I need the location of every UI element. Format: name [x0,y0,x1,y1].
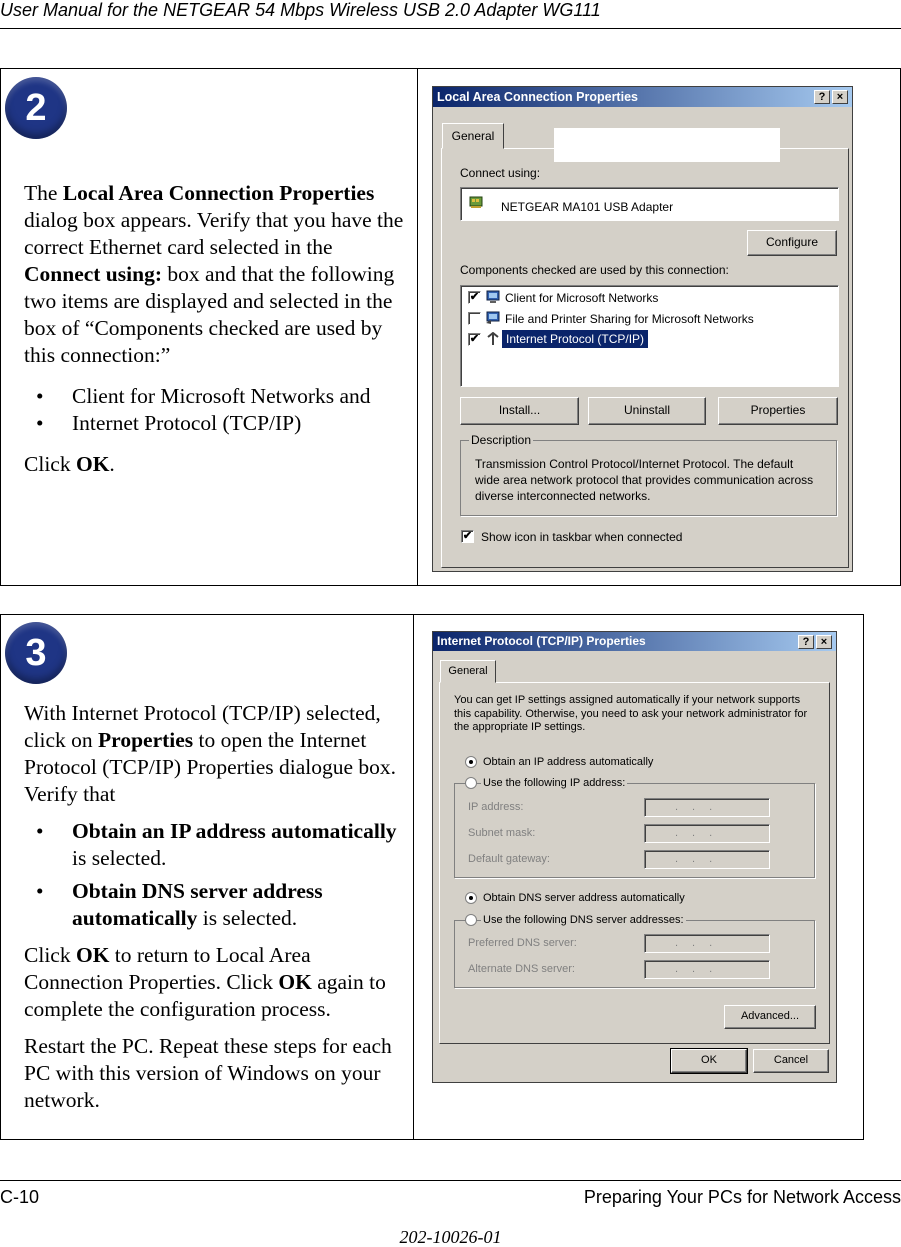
client-network-icon [485,290,501,304]
lac-title-bar: Local Area Connection Properties [433,87,852,107]
obtain-dns-label: Obtain DNS server address automatically [483,892,685,904]
show-icon-checkbox[interactable]: ✔ [462,530,473,542]
alternate-dns-label: Alternate DNS server: [468,963,575,975]
step2-bullet-2: • Internet Protocol (TCP/IP) [36,411,302,435]
obtain-ip-radio[interactable] [465,756,477,768]
component-checkbox[interactable]: ✔ [469,333,480,345]
configure-button[interactable]: Configure [747,230,837,256]
use-dns-radio[interactable] [465,914,477,926]
advanced-button[interactable]: Advanced... [724,1005,816,1029]
ip-address-label: IP address: [468,801,524,813]
adapter-name: NETGEAR MA101 USB Adapter [501,200,674,214]
preferred-dns-field[interactable]: ... [644,934,770,953]
components-label: Components checked are used by this connection: [460,263,729,277]
install-button[interactable]: Install... [460,397,579,425]
obtain-dns-radio[interactable] [465,892,477,904]
ok-button[interactable]: OK [671,1049,747,1073]
tab-general[interactable]: General [442,123,504,149]
step2-text [24,180,412,478]
section-title: Preparing Your PCs for Network Access [583,1187,901,1207]
help-button[interactable]: ? [814,90,830,104]
step2-paragraph: The Local Area Connection Properties dialog box appears. Verify that you have the correct Ethernet card selected in the Connect using: box and that the following two items are displayed and selected in the box of “Components checked are used by this connection:” [24,181,404,367]
network-card-icon [469,195,485,209]
tcpip-intro: You can get IP settings assigned automatically if your network supports this capability. Otherwise, you need to ask your network administrator for the appropriate IP settings. [454,694,808,733]
ip-address-field[interactable]: ... [644,798,770,817]
tcpip-title-bar: Internet Protocol (TCP/IP) Properties [433,632,836,651]
step2-bullet-1: • Client for Microsoft Networks and [36,384,371,408]
document-number: 202-10026-01 [399,1227,502,1247]
close-button[interactable]: × [832,90,848,104]
page-number: C-10 [0,1187,40,1207]
tab-general[interactable]: General [440,660,496,683]
subnet-mask-field[interactable]: ... [644,824,770,843]
description-text: Transmission Control Protocol/Internet Protocol. The default wide area network protocol that provides communication across diverse interconnected networks. [475,457,814,503]
component-label: Client for Microsoft Networks [505,291,659,305]
step3-text [24,700,410,1114]
step2-click-ok: Click OK. [24,452,115,476]
alternate-dns-field[interactable]: ... [644,960,770,979]
component-checkbox[interactable] [468,312,481,325]
component-label: File and Printer Sharing for Microsoft Networks [505,312,754,326]
default-gateway-label: Default gateway: [468,853,550,865]
footer-rule [0,1180,901,1181]
help-button[interactable]: ? [798,635,814,649]
page-header: User Manual for the NETGEAR 54 Mbps Wireless USB 2.0 Adapter WG111 [0,0,601,20]
step3-badge: 3 [5,622,67,684]
step2-badge: 2 [5,77,67,139]
default-gateway-field[interactable]: ... [644,850,770,869]
close-button[interactable]: × [816,635,832,649]
step3-bullet-2: • Obtain DNS server address automatically is selected. [36,879,323,930]
description-label: Description [471,433,532,447]
component-checkbox[interactable]: ✔ [469,291,480,303]
step3-paragraph-2: Click OK to return to Local Area Connection Properties. Click OK again to complete the configuration process. [24,943,386,1021]
component-label-selected: Internet Protocol (TCP/IP) [502,330,648,348]
show-icon-label: Show icon in taskbar when connected [481,530,683,544]
use-ip-label: Use the following IP address: [483,777,626,789]
protocol-icon [485,332,501,346]
step3-paragraph: With Internet Protocol (TCP/IP) selected, click on Properties to open the Internet Protocol (TCP/IP) Properties dialogue box. Verify that [24,701,397,806]
file-sharing-icon [485,311,501,325]
use-ip-radio[interactable] [465,777,477,789]
subnet-mask-label: Subnet mask: [468,827,536,839]
tcpip-dialog [432,631,837,1083]
blank-area [554,128,780,162]
uninstall-button[interactable]: Uninstall [588,397,706,425]
use-dns-label: Use the following DNS server addresses: [483,914,684,926]
connect-using-label: Connect using: [460,166,541,180]
obtain-ip-label: Obtain an IP address automatically [483,756,654,768]
step3-paragraph-3: Restart the PC. Repeat these steps for each PC with this version of Windows on your network. [24,1034,392,1112]
lac-dialog [432,86,853,572]
cancel-button[interactable]: Cancel [753,1049,829,1073]
header-rule [0,28,901,29]
properties-button[interactable]: Properties [718,397,838,425]
preferred-dns-label: Preferred DNS server: [468,937,577,949]
step3-bullet-1: • Obtain an IP address automatically is selected. [36,819,397,870]
